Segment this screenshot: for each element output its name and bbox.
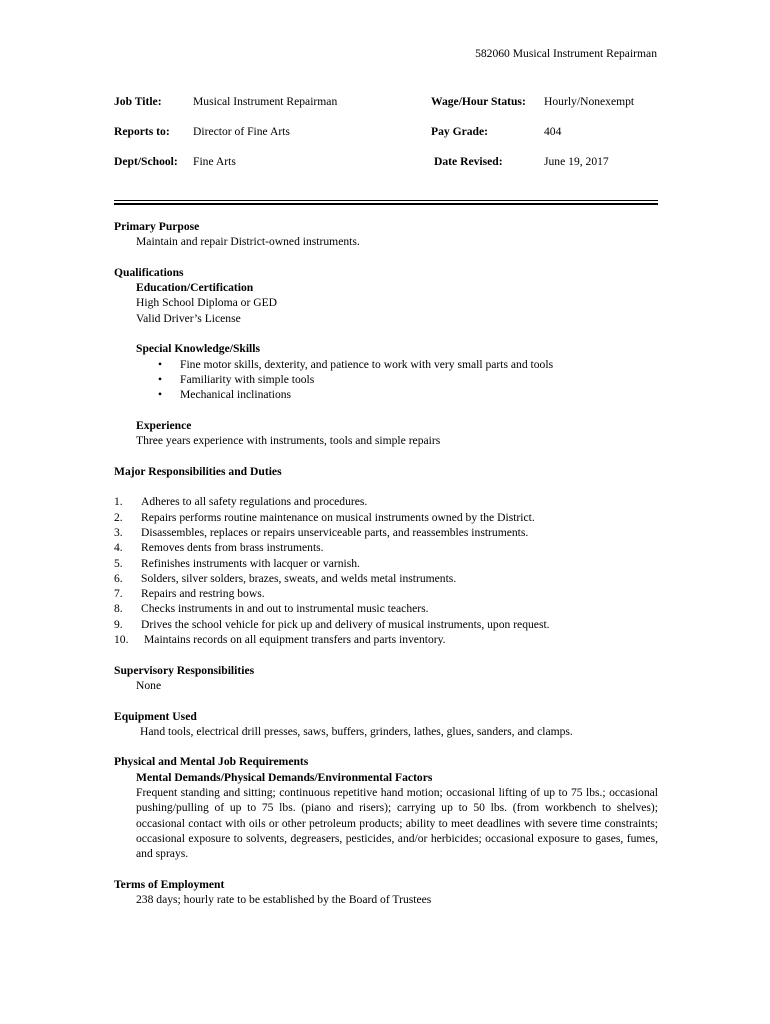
spacer (114, 479, 658, 494)
pay-grade-value: 404 (544, 125, 562, 138)
list-item (158, 357, 658, 372)
spacer (114, 739, 658, 754)
skill-text: Mechanical inclinations (180, 388, 292, 402)
dept-school-label: Dept/School: (114, 155, 178, 168)
skills-heading: Special Knowledge/Skills (136, 342, 261, 356)
reports-to-label: Reports to: (114, 125, 170, 138)
duty-number: 7. (114, 587, 123, 601)
job-title-value: Musical Instrument Repairman (193, 95, 338, 108)
duty-number: 3. (114, 525, 123, 539)
education-item: High School Diploma or GED (136, 296, 278, 310)
duties-list (114, 494, 658, 647)
duty-number: 8. (114, 602, 123, 616)
bullet-icon: • (158, 357, 163, 371)
equipment-heading: Equipment Used (114, 709, 197, 723)
list-item (114, 510, 658, 525)
job-title-label: Job Title: (114, 95, 162, 108)
duty-text: Adheres to all safety regulations and procedures. (141, 495, 368, 509)
duty-text: Maintains records on all equipment transfers and parts inventory. (144, 633, 446, 647)
demands-text: Frequent standing and sitting; continuous repetitive hand motion; occasional lifting of up to 75 lbs.; occasional pushing/pulling of up to 75 lbs. (piano and risers); carrying up to 50 lbs. (from workbench to shelves); occasional contact with oils or other petroleum products; ability to meet deadlines with severe time constraints; occasional exposure to solvents, degreasers, pesticides, and/or herbicides; occasional exposure to gases, fumes, and sprays. (136, 785, 658, 861)
primary-purpose-heading: Primary Purpose (114, 220, 200, 233)
duty-number: 5. (114, 556, 123, 570)
duty-number: 6. (114, 571, 123, 585)
qualifications-heading: Qualifications (114, 265, 184, 279)
spacer (114, 403, 658, 418)
experience-text: Three years experience with instruments, tools and simple repairs (136, 434, 441, 448)
wage-status-label: Wage/Hour Status: (431, 95, 526, 108)
duty-text: Disassembles, replaces or repairs unserviceable parts, and reassembles instruments. (141, 525, 529, 539)
supervisory-heading: Supervisory Responsibilities (114, 663, 255, 677)
duty-text: Solders, silver solders, brazes, sweats, and welds metal instruments. (141, 571, 457, 585)
duty-text: Refinishes instruments with lacquer or varnish. (141, 556, 360, 570)
list-item (114, 586, 658, 601)
terms-text: 238 days; hourly rate to be established by the Board of Trustees (136, 893, 432, 907)
list-item (158, 372, 658, 387)
date-revised-value: June 19, 2017 (544, 155, 609, 168)
duty-text: Removes dents from brass instruments. (141, 541, 324, 555)
duty-number: 9. (114, 617, 123, 631)
terms-heading: Terms of Employment (114, 877, 225, 891)
spacer (114, 326, 658, 341)
duty-number: 10. (114, 633, 129, 647)
list-item (114, 632, 658, 647)
spacer (114, 448, 658, 463)
list-item (114, 540, 658, 555)
primary-purpose-text: Maintain and repair District-owned instruments. (136, 235, 360, 249)
demands-heading: Mental Demands/Physical Demands/Environmental Factors (136, 770, 433, 784)
experience-heading: Experience (136, 418, 192, 432)
duty-text: Checks instruments in and out to instrumental music teachers. (141, 602, 429, 616)
date-revised-label: Date Revised: (434, 155, 503, 168)
duty-text: Drives the school vehicle for pick up and delivery of musical instruments, upon request. (141, 617, 550, 631)
duty-number: 2. (114, 510, 123, 524)
duty-text: Repairs and restring bows. (141, 587, 265, 601)
bullet-icon: • (158, 372, 163, 386)
list-item (114, 571, 658, 586)
list-item (114, 556, 658, 571)
duties-heading: Major Responsibilities and Duties (114, 464, 282, 478)
reports-to-value: Director of Fine Arts (193, 125, 290, 138)
skill-text: Familiarity with simple tools (180, 372, 315, 386)
spacer (114, 693, 658, 708)
duty-number: 1. (114, 495, 123, 509)
list-item (158, 387, 658, 402)
spacer (114, 861, 658, 876)
wage-status-value: Hourly/Nonexempt (544, 95, 635, 108)
list-item (114, 525, 658, 540)
education-item: Valid Driver’s License (136, 311, 241, 325)
document-body (114, 219, 658, 907)
dept-school-value: Fine Arts (193, 155, 236, 168)
document-code: 582060 Musical Instrument Repairman (475, 47, 657, 60)
equipment-text: Hand tools, electrical drill presses, saws, buffers, grinders, lathes, glues, sanders, and clamps. (140, 724, 573, 738)
spacer (114, 647, 658, 662)
supervisory-text: None (136, 678, 162, 692)
list-item (114, 494, 658, 509)
bullet-icon: • (158, 388, 163, 402)
education-heading: Education/Certification (136, 281, 254, 295)
header-divider-thin (114, 200, 658, 201)
physical-requirements-heading: Physical and Mental Job Requirements (114, 755, 309, 769)
list-item (114, 601, 658, 616)
list-item (114, 617, 658, 632)
duty-number: 4. (114, 541, 123, 555)
header-divider-thick (114, 203, 658, 205)
duty-text: Repairs performs routine maintenance on musical instruments owned by the District. (141, 510, 535, 524)
pay-grade-label: Pay Grade: (431, 125, 488, 138)
skill-text: Fine motor skills, dexterity, and patience to work with very small parts and tools (180, 357, 554, 371)
spacer (114, 250, 658, 265)
skills-list (114, 357, 658, 403)
